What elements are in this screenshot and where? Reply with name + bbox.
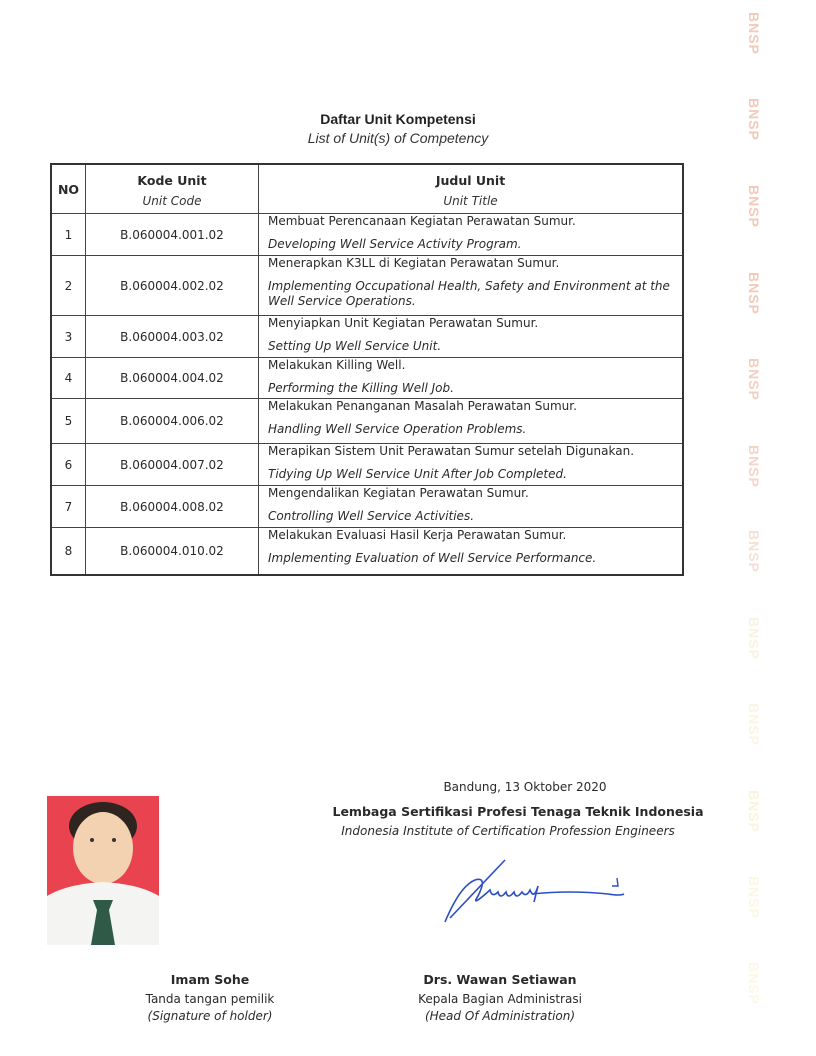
unit-title-en: Controlling Well Service Activities. xyxy=(268,509,475,523)
watermark-text: BNSP xyxy=(746,445,762,488)
row-unit-code: B.060004.010.02 xyxy=(86,528,259,575)
holder-photo xyxy=(47,796,159,945)
unit-title-id: Mengendalikan Kegiatan Perawatan Sumur. xyxy=(268,486,529,500)
portrait-icon xyxy=(47,796,159,945)
table-row xyxy=(51,316,683,358)
unit-title-en: Setting Up Well Service Unit. xyxy=(268,339,442,353)
row-no: 4 xyxy=(51,358,86,399)
watermark-text: BNSP xyxy=(746,876,762,919)
unit-title-id: Melakukan Evaluasi Hasil Kerja Perawatan Sumur. xyxy=(268,528,567,542)
table-row xyxy=(51,256,683,316)
unit-title-id: Melakukan Killing Well. xyxy=(268,358,406,372)
table-row xyxy=(51,528,683,575)
table-row xyxy=(51,399,683,444)
row-unit-code: B.060004.008.02 xyxy=(86,486,259,528)
unit-title-en: Handling Well Service Operation Problems. xyxy=(268,422,527,436)
unit-title-en: Tidying Up Well Service Unit After Job Completed. xyxy=(268,467,567,481)
row-unit-code: B.060004.006.02 xyxy=(86,399,259,444)
header-title-label: Judul Unit xyxy=(435,173,506,188)
row-unit-title xyxy=(259,358,684,399)
watermark-text: BNSP xyxy=(746,358,762,401)
unit-title-en: Implementing Occupational Health, Safety and Environment at the Well Service Operations. xyxy=(268,279,670,308)
unit-title-id: Menyiapkan Unit Kegiatan Perawatan Sumur. xyxy=(268,316,539,330)
header-title-label-en: Unit Title xyxy=(443,194,498,208)
watermark-text: BNSP xyxy=(746,98,762,141)
header-code-label-en: Unit Code xyxy=(142,194,202,208)
watermark-text: BNSP xyxy=(746,12,762,55)
watermark-text: BNSP xyxy=(746,185,762,228)
table-row xyxy=(51,214,683,256)
watermark-text: BNSP xyxy=(746,790,762,833)
signer-name: Drs. Wawan Setiawan xyxy=(423,972,577,987)
watermark-text: BNSP xyxy=(746,703,762,746)
table-row xyxy=(51,444,683,486)
header-no: NO xyxy=(51,164,86,214)
row-unit-title xyxy=(259,444,684,486)
row-unit-code: B.060004.007.02 xyxy=(86,444,259,486)
unit-title-id: Merapikan Sistem Unit Perawatan Sumur setelah Digunakan. xyxy=(268,444,635,458)
row-no: 3 xyxy=(51,316,86,358)
row-unit-title xyxy=(259,528,684,575)
row-no: 6 xyxy=(51,444,86,486)
watermark-text: BNSP xyxy=(746,272,762,315)
signer-role-en: (Head Of Administration) xyxy=(424,1009,576,1023)
issuer-org: Lembaga Sertifikasi Profesi Tenaga Teknik Indonesia xyxy=(332,804,704,819)
unit-title-en: Implementing Evaluation of Well Service Performance. xyxy=(268,551,597,565)
row-unit-title xyxy=(259,214,684,256)
holder-label: Tanda tangan pemilik xyxy=(145,992,275,1006)
header-code xyxy=(86,164,259,214)
signature xyxy=(430,856,640,926)
table-row xyxy=(51,486,683,528)
competency-table xyxy=(50,163,684,576)
signer-role: Kepala Bagian Administrasi xyxy=(418,992,582,1006)
holder-label-en: (Signature of holder) xyxy=(147,1009,273,1023)
table-row xyxy=(51,358,683,399)
watermark-text: BNSP xyxy=(746,530,762,573)
watermark-text: BNSP xyxy=(746,617,762,660)
unit-title-en: Developing Well Service Activity Program. xyxy=(268,237,522,251)
row-no: 5 xyxy=(51,399,86,444)
place-date: Bandung, 13 Oktober 2020 xyxy=(443,780,607,794)
row-no: 2 xyxy=(51,256,86,316)
row-unit-code: B.060004.003.02 xyxy=(86,316,259,358)
table-header-row xyxy=(51,164,683,214)
page-title: Daftar Unit Kompetensi xyxy=(320,111,476,127)
row-unit-title xyxy=(259,486,684,528)
row-no: 7 xyxy=(51,486,86,528)
unit-title-en: Performing the Killing Well Job. xyxy=(268,381,454,395)
row-unit-title xyxy=(259,256,684,316)
row-no: 1 xyxy=(51,214,86,256)
row-no: 8 xyxy=(51,528,86,575)
issuer-org-en: Indonesia Institute of Certification Profession Engineers xyxy=(341,824,675,838)
row-unit-title xyxy=(259,399,684,444)
unit-title-id: Menerapkan K3LL di Kegiatan Perawatan Sumur. xyxy=(268,256,560,270)
row-unit-title xyxy=(259,316,684,358)
unit-title-id: Membuat Perencanaan Kegiatan Perawatan Sumur. xyxy=(268,214,576,228)
page-subtitle: List of Unit(s) of Competency xyxy=(307,130,489,146)
holder-name: Imam Sohe xyxy=(170,972,250,987)
row-unit-code: B.060004.004.02 xyxy=(86,358,259,399)
row-unit-code: B.060004.001.02 xyxy=(86,214,259,256)
header-code-label: Kode Unit xyxy=(137,173,207,188)
header-title xyxy=(259,164,684,214)
watermark-text: BNSP xyxy=(746,962,762,1005)
row-unit-code: B.060004.002.02 xyxy=(86,256,259,316)
unit-title-id: Melakukan Penanganan Masalah Perawatan Sumur. xyxy=(268,399,577,413)
